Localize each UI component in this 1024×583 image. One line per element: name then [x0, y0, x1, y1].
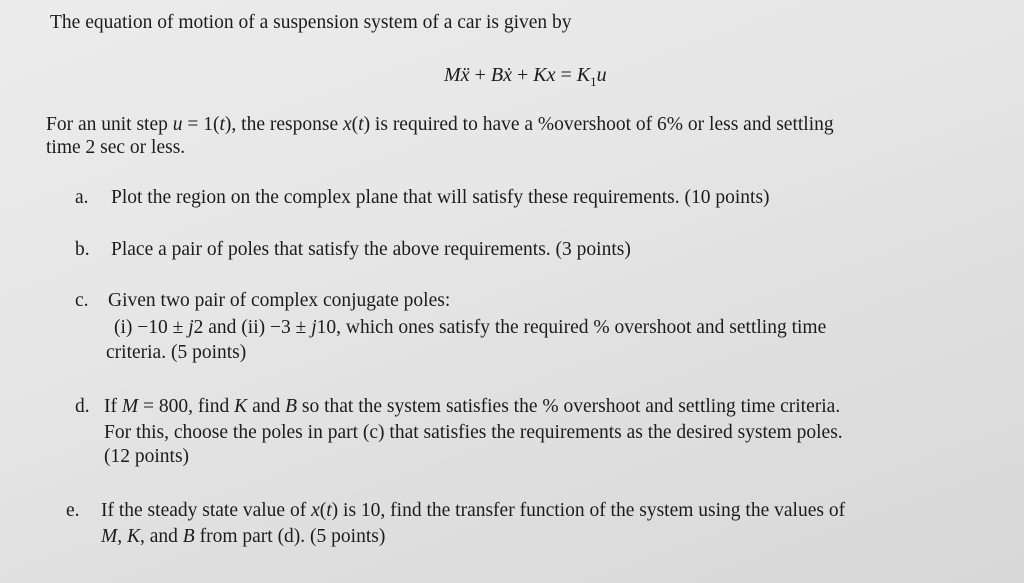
eq-plus: + — [511, 64, 534, 86]
item-e-var-t: t — [326, 500, 332, 521]
item-c-line-1: Given two pair of complex conjugate poles: — [108, 290, 451, 311]
intro-text — [50, 12, 572, 34]
eq-plus: + — [469, 64, 491, 86]
spec-text: ( — [351, 114, 359, 135]
item-e-line-1 — [101, 500, 845, 522]
spec-var-u: u — [172, 114, 183, 135]
eq-K: K — [533, 64, 547, 86]
item-e-var-K: K — [127, 526, 141, 547]
item-e-line-2 — [101, 526, 385, 548]
intro-line: The equation of motion of a suspension system of a car is given by — [50, 12, 572, 33]
item-d-text: so that the system satisfies the % overshoot and settling time criteria. — [297, 396, 841, 417]
eq-x: x — [546, 64, 556, 86]
item-d-var-K: K — [234, 396, 248, 417]
spec-text: For an unit step — [46, 114, 173, 135]
item-e-text: from part (d). (5 points) — [194, 526, 386, 547]
spec-text: ), the response — [224, 114, 343, 135]
spec-text: time 2 sec or less. — [46, 137, 186, 158]
spec-var-x: x — [342, 114, 352, 135]
item-e-text: ) is 10, find the transfer function of the system using the values of — [331, 500, 846, 521]
item-d-text: If — [104, 396, 122, 417]
item-e-letter: e. — [66, 500, 80, 521]
eq-xdd: ẍ — [460, 64, 470, 86]
item-c-letter: c. — [75, 290, 89, 311]
spec-text: ) is required to have a %overshoot of 6% or less and settling — [363, 114, 834, 135]
spec-var-t: t — [358, 114, 364, 135]
item-a-text: Plot the region on the complex plane that will satisfy these requirements. (10 points) — [111, 187, 770, 208]
eq-u: u — [596, 64, 607, 86]
item-d-line-1 — [104, 396, 840, 418]
item-d-text: = 800, find — [138, 396, 235, 417]
item-c-text: 2 and (ii) −3 ± — [193, 317, 312, 338]
eq-K1: K — [576, 64, 591, 86]
item-e-var-B: B — [182, 526, 195, 547]
item-c-var-j: j — [311, 317, 317, 338]
item-c-line-2 — [114, 317, 826, 339]
spec-text: = 1( — [182, 114, 220, 135]
item-c-text: 10, which ones satisfy the required % overshoot and settling time — [316, 317, 827, 338]
spec-line-1 — [46, 114, 834, 136]
item-d-var-B: B — [285, 396, 298, 417]
item-d-var-M: M — [121, 396, 139, 417]
item-d-line-2: For this, choose the poles in part (c) that satisfies the requirements as the desired system poles. — [104, 422, 843, 443]
eq-B: B — [490, 64, 504, 86]
item-b-text: Place a pair of poles that satisfy the above requirements. (3 points) — [111, 239, 631, 260]
eq-M: M — [444, 64, 461, 86]
eq-equals: = — [555, 64, 577, 86]
item-c-var-j: j — [188, 317, 194, 338]
item-e-text: , — [117, 526, 127, 547]
item-e-text: ( — [319, 500, 327, 521]
item-a-letter: a. — [75, 187, 89, 208]
item-c-text: (i) −10 ± — [114, 317, 189, 338]
item-b-letter: b. — [75, 239, 90, 260]
item-d-letter: d. — [75, 396, 90, 417]
spec-var-t: t — [219, 114, 225, 135]
eq-subscript: 1 — [590, 74, 597, 89]
spec-line-2 — [46, 137, 185, 159]
item-e-text: If the steady state value of — [101, 500, 312, 521]
item-e-var-x: x — [311, 500, 320, 521]
eq-xd: ẋ — [503, 64, 512, 86]
item-e-text: , and — [140, 526, 183, 547]
equation-of-motion — [444, 64, 607, 90]
item-d-line-3: (12 points) — [104, 446, 190, 467]
item-c-line-3: criteria. (5 points) — [106, 342, 247, 363]
item-e-var-M: M — [101, 526, 118, 547]
item-d-text: and — [247, 396, 286, 417]
